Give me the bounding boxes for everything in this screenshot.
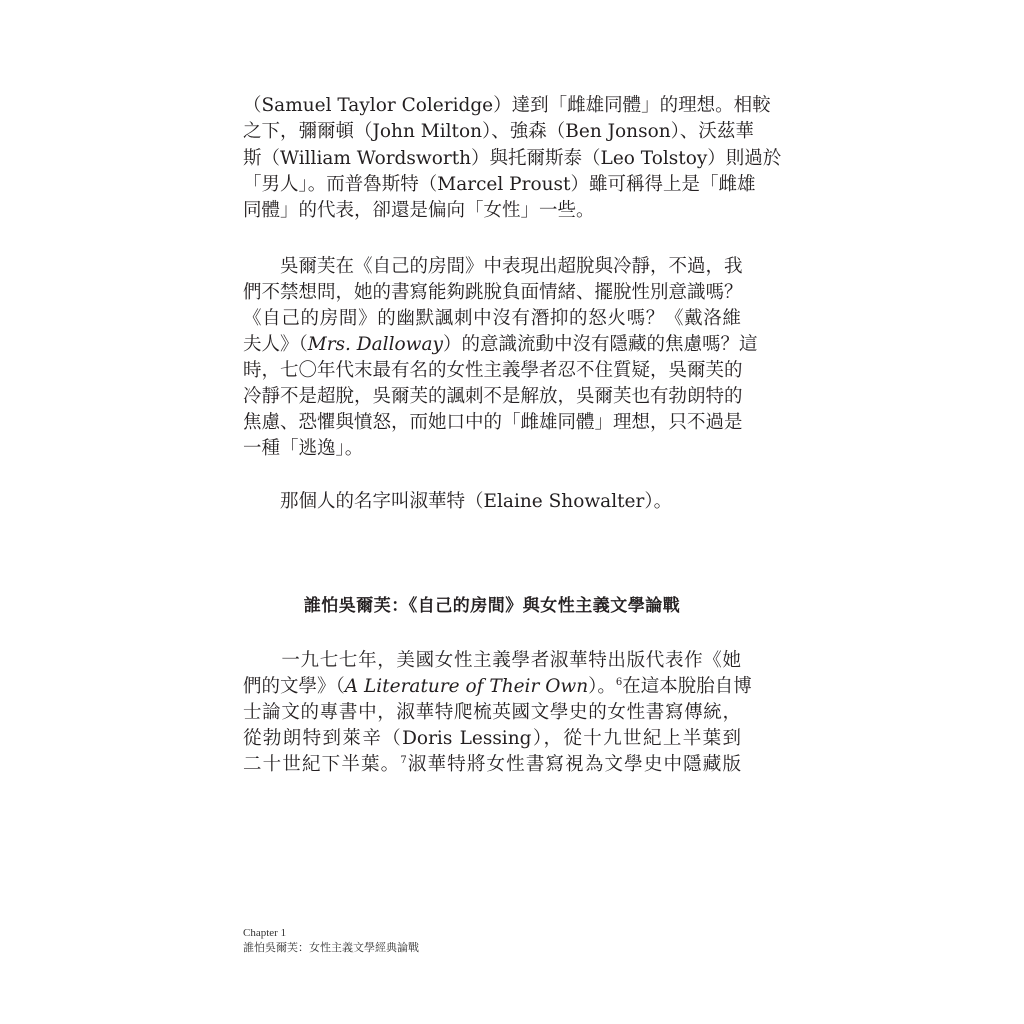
text-line: 斯（William Wordsworth）與托爾斯泰（Leo Tolstoy）則過於 [243,148,782,169]
text-line: 士論文的專書中，淑華特爬梳英國文學史的女性書寫傳統， [243,702,741,723]
text-line: 從勃朗特到萊辛（Doris Lessing），從十九世紀上半葉到 [243,728,741,749]
text-line [243,674,752,700]
footnote-marker: 6 [615,676,623,688]
text-segment: 二十世紀下半葉。 [243,754,401,775]
text-segment: 淑華特將女性書寫視為文學史中隱藏版 [406,754,741,775]
text-segment: 夫人》（ [243,334,308,355]
text-line: 冷靜不是超脫，吳爾芙的諷刺不是解放，吳爾芙也有勃朗特的 [243,386,743,407]
text-segment: 們的文學》（ [243,676,345,697]
text-line: 之下，彌爾頓（John Milton）、強森（Ben Jonson）、沃茲華 [243,121,754,142]
text-line: 們不禁想問，她的書寫能夠跳脫負面情緒、擺脫性別意識嗎？ [243,282,743,303]
text-line: 《自己的房間》的幽默諷刺中沒有潛抑的怒火嗎？《戴洛維 [243,308,741,329]
footer-chapter: Chapter 1 [243,927,287,939]
text-segment: ）的意識流動中沒有隱藏的焦慮嗎？這 [442,334,758,355]
footer-book-title: 誰怕吳爾芙：女性主義文學經典論戰 [243,941,419,954]
text-segment: 在這本脫胎自博 [622,676,752,697]
book-title-italic: Mrs. Dalloway [307,334,443,355]
text-segment: ）。 [588,676,616,697]
text-line: 焦慮、恐懼與憤怒，而她口中的「雌雄同體」理想，只不過是 [243,412,743,433]
text-line: 同體」的代表，卻還是偏向「女性」一些。 [243,200,595,221]
section-heading: 誰怕吳爾芙：《自己的房間》與女性主義文學論戰 [303,596,681,616]
text-line [243,752,741,778]
text-line: 時，七〇年代末最有名的女性主義學者忍不住質疑，吳爾芙的 [243,360,743,381]
text-line: 那個人的名字叫淑華特（Elaine Showalter）。 [243,491,673,512]
text-line: 「男人」。而普魯斯特（Marcel Proust）雖可稱得上是「雌雄 [243,174,756,195]
text-line: 一種「逃逸」。 [243,438,364,459]
text-line: 一九七七年，美國女性主義學者淑華特出版代表作《她 [243,650,741,671]
text-line: 吳爾芙在《自己的房間》中表現出超脫與冷靜，不過，我 [243,256,743,277]
book-title-italic: A Literature of Their Own [344,676,589,697]
footnote-marker: 7 [400,754,407,766]
text-line [243,332,758,358]
text-line: （Samuel Taylor Coleridge）達到「雌雄同體」的理想。相較 [243,95,771,116]
